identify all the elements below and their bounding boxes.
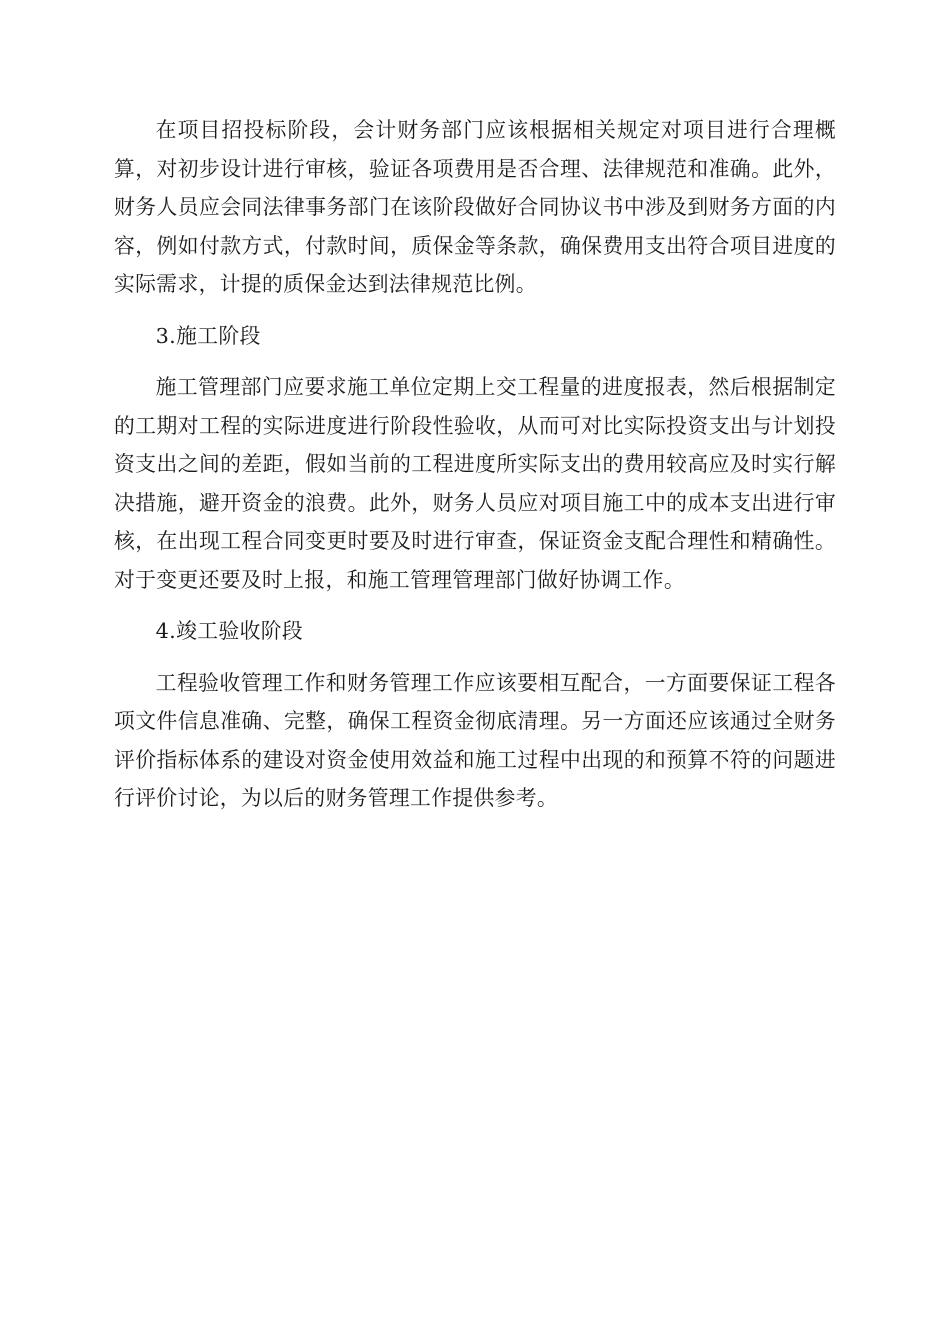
paragraph-bidding-stage: 在项目招投标阶段，会计财务部门应该根据相关规定对项目进行合理概算，对初步设计进行审核，验证各项费用是否合理、法律规范和准确。此外，财务人员应会同法律事务部门在该阶段做好合同协议书中涉及到财务方面的内容，例如付款方式，付款时间，质保金等条款，确保费用支出符合项目进度的实际需求，计提的质保金达到法律规范比例。 bbox=[114, 118, 836, 296]
paragraph-construction-stage: 施工管理部门应要求施工单位定期上交工程量的进度报表，然后根据制定的工期对工程的实际进度进行阶段性验收，从而可对比实际投资支出与计划投资支出之间的差距，假如当前的工程进度所实际支出的费用较高应及时实行解决措施，避开资金的浪费。此外，财务人员应对项目施工中的成本支出进行审核，在出现工程合同变更时要及时进行审查，保证资金支配合理性和精确性。对于变更还要及时上报，和施工管理管理部门做好协调工作。 bbox=[114, 375, 836, 592]
document-body bbox=[114, 111, 836, 831]
section-heading-completion-acceptance-stage: 4.竣工验收阶段 bbox=[155, 619, 304, 643]
section-heading-construction-stage: 3.施工阶段 bbox=[155, 323, 261, 348]
paragraph-completion-acceptance-stage: 工程验收管理工作和财务管理工作应该要相互配合，一方面要保证工程各项文件信息准确、完整，确保工程资金彻底清理。另一方面还应该通过全财务评价指标体系的建设对资金使用效益和施工过程中出现的和预算不符的问题进行评价讨论，为以后的财务管理工作提供参考。 bbox=[114, 670, 836, 810]
